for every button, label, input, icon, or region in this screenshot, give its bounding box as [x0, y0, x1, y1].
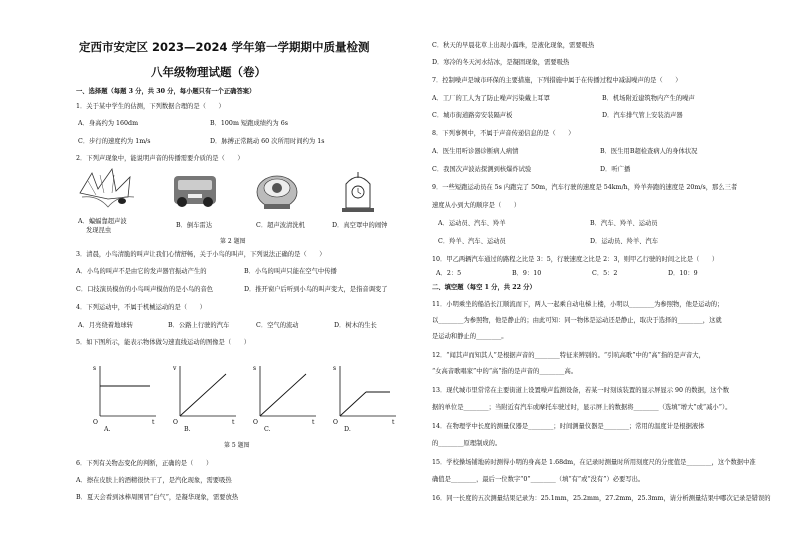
question-2: 2．下列声现象中，能说明声音的传播需要介质的是（ ） [76, 155, 244, 162]
q6-option-b: B．夏天会看到冰棒周围冒“白气”，是凝华现象，需要放热 [76, 494, 239, 501]
q9-option-d: D．运动员、羚羊、汽车 [590, 238, 659, 245]
q2-option-d: D．真空罩中的闹钟 [332, 222, 388, 229]
q1-option-c: C．步行的速度约为 1m/s [78, 138, 151, 145]
q3-option-d: D．推开窗户后听到小鸟的叫声变大，是指音调变了 [244, 286, 388, 293]
question-14: 14．在物理学中长度的测量仪器是________；时间测量仪器是________；常用的温度计是根据液体 [432, 423, 705, 430]
figure-5-caption: 第 5 题图 [224, 442, 250, 449]
q3-option-c: C．口技演员模仿的小鸟叫声模仿的是小鸟的音色 [76, 286, 214, 293]
question-9: 9．一些短跑运动员在 5s 内跑完了 50m，汽车行驶的速度是 54km/h，羚羊奔跑的速度是 20m/s，那么三者 [432, 184, 738, 191]
q5-graphs [90, 360, 410, 434]
graph-a-label: A. [104, 426, 111, 433]
q10-option-c: C．5：2 [592, 270, 618, 277]
q7-option-d: D．汽车排气管上安装消声器 [602, 112, 683, 119]
section-heading-fill: 二、填空题（每空 1 分，共 22 分） [432, 284, 536, 291]
svg-text:t: t [152, 419, 155, 426]
svg-text:s: s [253, 365, 257, 372]
question-8: 8．下列事例中，不属于声音传递信息的是（ ） [432, 130, 575, 137]
svg-text:s: s [333, 365, 337, 372]
svg-text:O: O [333, 419, 338, 426]
svg-text:O: O [173, 419, 178, 426]
q6-option-d: D．寒冷的冬天河水结冰，是凝固现象，需要吸热 [432, 59, 570, 66]
question-11-line2: 以________为参照物，他是静止的；由此可知：同一物体是运动还是静止，取决于选择的________，这就 [432, 317, 722, 324]
q10-option-a: A．2：5 [436, 270, 462, 277]
graph-d-label: D. [344, 426, 351, 433]
q2-option-a-line2: 发现昆虫 [86, 227, 112, 234]
q6-option-c: C．秋天的早晨花草上出现小露珠，是液化现象，需要吸热 [432, 42, 595, 49]
q7-option-c: C．城市街道路旁安装隔声板 [432, 112, 513, 119]
q9-option-a: A．运动员、汽车、羚羊 [438, 220, 506, 227]
question-13-line2: 据的单位是________；当附近有汽车或摩托车驶过时，显示屏上的数据将________（选填“增大”或“减小”）。 [432, 404, 732, 411]
question-7: 7．控制噪声是城市环保的主要措施，下列措施中属于在传播过程中减弱噪声的是（ ） [432, 77, 682, 84]
question-13: 13．现代城市里常常在主要街道上设置噪声监测设备，若某一时刻该装置的显示屏显示 90 的数据，这个数 [432, 387, 730, 394]
bat-illustration [78, 167, 138, 215]
q2-option-b: B．倒车雷达 [176, 222, 213, 229]
q4-option-a: A．月亮绕着地球转 [78, 322, 133, 329]
graph-b-label: B. [184, 426, 191, 433]
q3-option-a: A．小鸟的叫声不是由它的发声器官振动产生的 [76, 268, 207, 275]
svg-text:v: v [173, 365, 177, 372]
question-15-line2: 确值是________，最后一位数字“0”________（填“有”或“没有”）必要写出。 [432, 476, 645, 483]
section-heading-choice: 一、选择题（每题 3 分，共 30 分，每小题只有一个正确答案） [76, 88, 256, 95]
figure-2-caption: 第 2 题图 [220, 238, 246, 245]
exam-title: 定西市安定区 2023—2024 学年第一学期期中质量检测 [79, 40, 370, 54]
car-reversing-illustration [170, 170, 220, 210]
q7-option-b: B．机场附近建筑物内产生的噪声 [602, 95, 695, 102]
q10-option-b: B．9：10 [512, 270, 542, 277]
question-4: 4．下列运动中，不属于机械运动的是（ ） [76, 304, 206, 311]
question-12: 12．“闻其声而知其人”是根据声音的________特征来辨别的。“引吭高歌”中的“高”指的是声音大， [432, 352, 705, 359]
question-15: 15．学校操场铺地砖时测得小明的身高是 1.68dm，在记录时测量时所用刻度尺的分度值是________，这个数据中准 [432, 459, 756, 466]
q8-option-d: D．听广播 [600, 166, 631, 173]
ultrasonic-cleaner-illustration [254, 168, 300, 212]
exam-subtitle: 八年级物理试题（卷） [151, 65, 266, 79]
svg-text:s: s [93, 365, 97, 372]
question-11: 11．小明乘坐的船沿长江顺流而下，两人一起乘自动电梯上楼，小明以________为参照物，他是运动的； [432, 301, 724, 308]
q6-option-a: A．擦在皮肤上的酒精很快干了，是汽化现象，需要吸热 [76, 477, 232, 484]
svg-text:t: t [232, 419, 235, 426]
question-5: 5．如下图所示，能表示物体做匀速直线运动的图像是（ ） [76, 339, 251, 346]
svg-text:O: O [253, 419, 258, 426]
question-16: 16．同一长度的五次测量结果记录为：25.1mm，25.2mm，27.2mm，25.3mm，请分析测量结果中哪次记录是错误的 [432, 495, 771, 502]
q7-option-a: A．工厂的工人为了防止噪声污染戴上耳罩 [432, 95, 550, 102]
svg-text:O: O [93, 419, 98, 426]
graph-c [253, 365, 316, 426]
q8-option-c: C．我国次声波站探测到核爆炸试验 [432, 166, 532, 173]
q1-option-b: B．100m 短跑成绩约为 6s [210, 120, 288, 127]
graph-c-label: C. [264, 426, 271, 433]
svg-text:t: t [312, 419, 315, 426]
q2-option-c: C．超声波清洗机 [256, 222, 305, 229]
q1-option-a: A．身高约为 160dm [78, 120, 139, 127]
graph-a [93, 365, 156, 426]
q3-option-b: B．小鸟的叫声只能在空气中传播 [244, 268, 337, 275]
question-11-line3: 是运动和静止的________。 [432, 333, 508, 340]
question-12-line2: “女高音歌唱家”中的“高”指的是声音的________高。 [432, 368, 578, 375]
bell-jar-illustration [340, 168, 376, 214]
q8-option-a: A．医生用听诊器诊断病人病情 [432, 148, 519, 155]
graph-d [333, 365, 396, 426]
question-14-line2: 的________原理制成的。 [432, 440, 502, 447]
q9-option-c: C．羚羊、汽车、运动员 [438, 238, 506, 245]
question-10: 10．甲乙两辆汽车通过的路程之比是 3：5，行驶速度之比是 2：3，则甲乙行驶的时间之比是（ ） [432, 256, 719, 263]
q10-option-d: D．10：9 [668, 270, 698, 277]
q4-option-c: C．空气的流动 [256, 322, 299, 329]
question-9-line2: 速度从小到大的顺序是（ ） [432, 202, 521, 209]
q9-option-b: B．汽车、羚羊、运动员 [590, 220, 658, 227]
q1-option-d: D．脉搏正常跳动 60 次所用时间约为 1s [210, 138, 325, 145]
question-6: 6．下列有关物态变化的判断，正确的是（ ） [76, 460, 213, 467]
question-1: 1．关于某中学生的估测，下列数据合理的是（ ） [76, 103, 225, 110]
graph-b [172, 365, 236, 426]
q4-option-d: D．树木的生长 [334, 322, 377, 329]
question-3: 3．清晨，小鸟清脆的叫声让我们心情舒畅，关于小鸟的叫声，下列说法正确的是（ ） [76, 251, 326, 258]
q2-option-a: A．蝙蝠靠超声波 [78, 218, 127, 225]
q8-option-b: B．医生用B超检查病人的身体状况 [600, 148, 698, 155]
q4-option-b: B．公路上行驶的汽车 [168, 322, 230, 329]
svg-text:t: t [392, 419, 395, 426]
